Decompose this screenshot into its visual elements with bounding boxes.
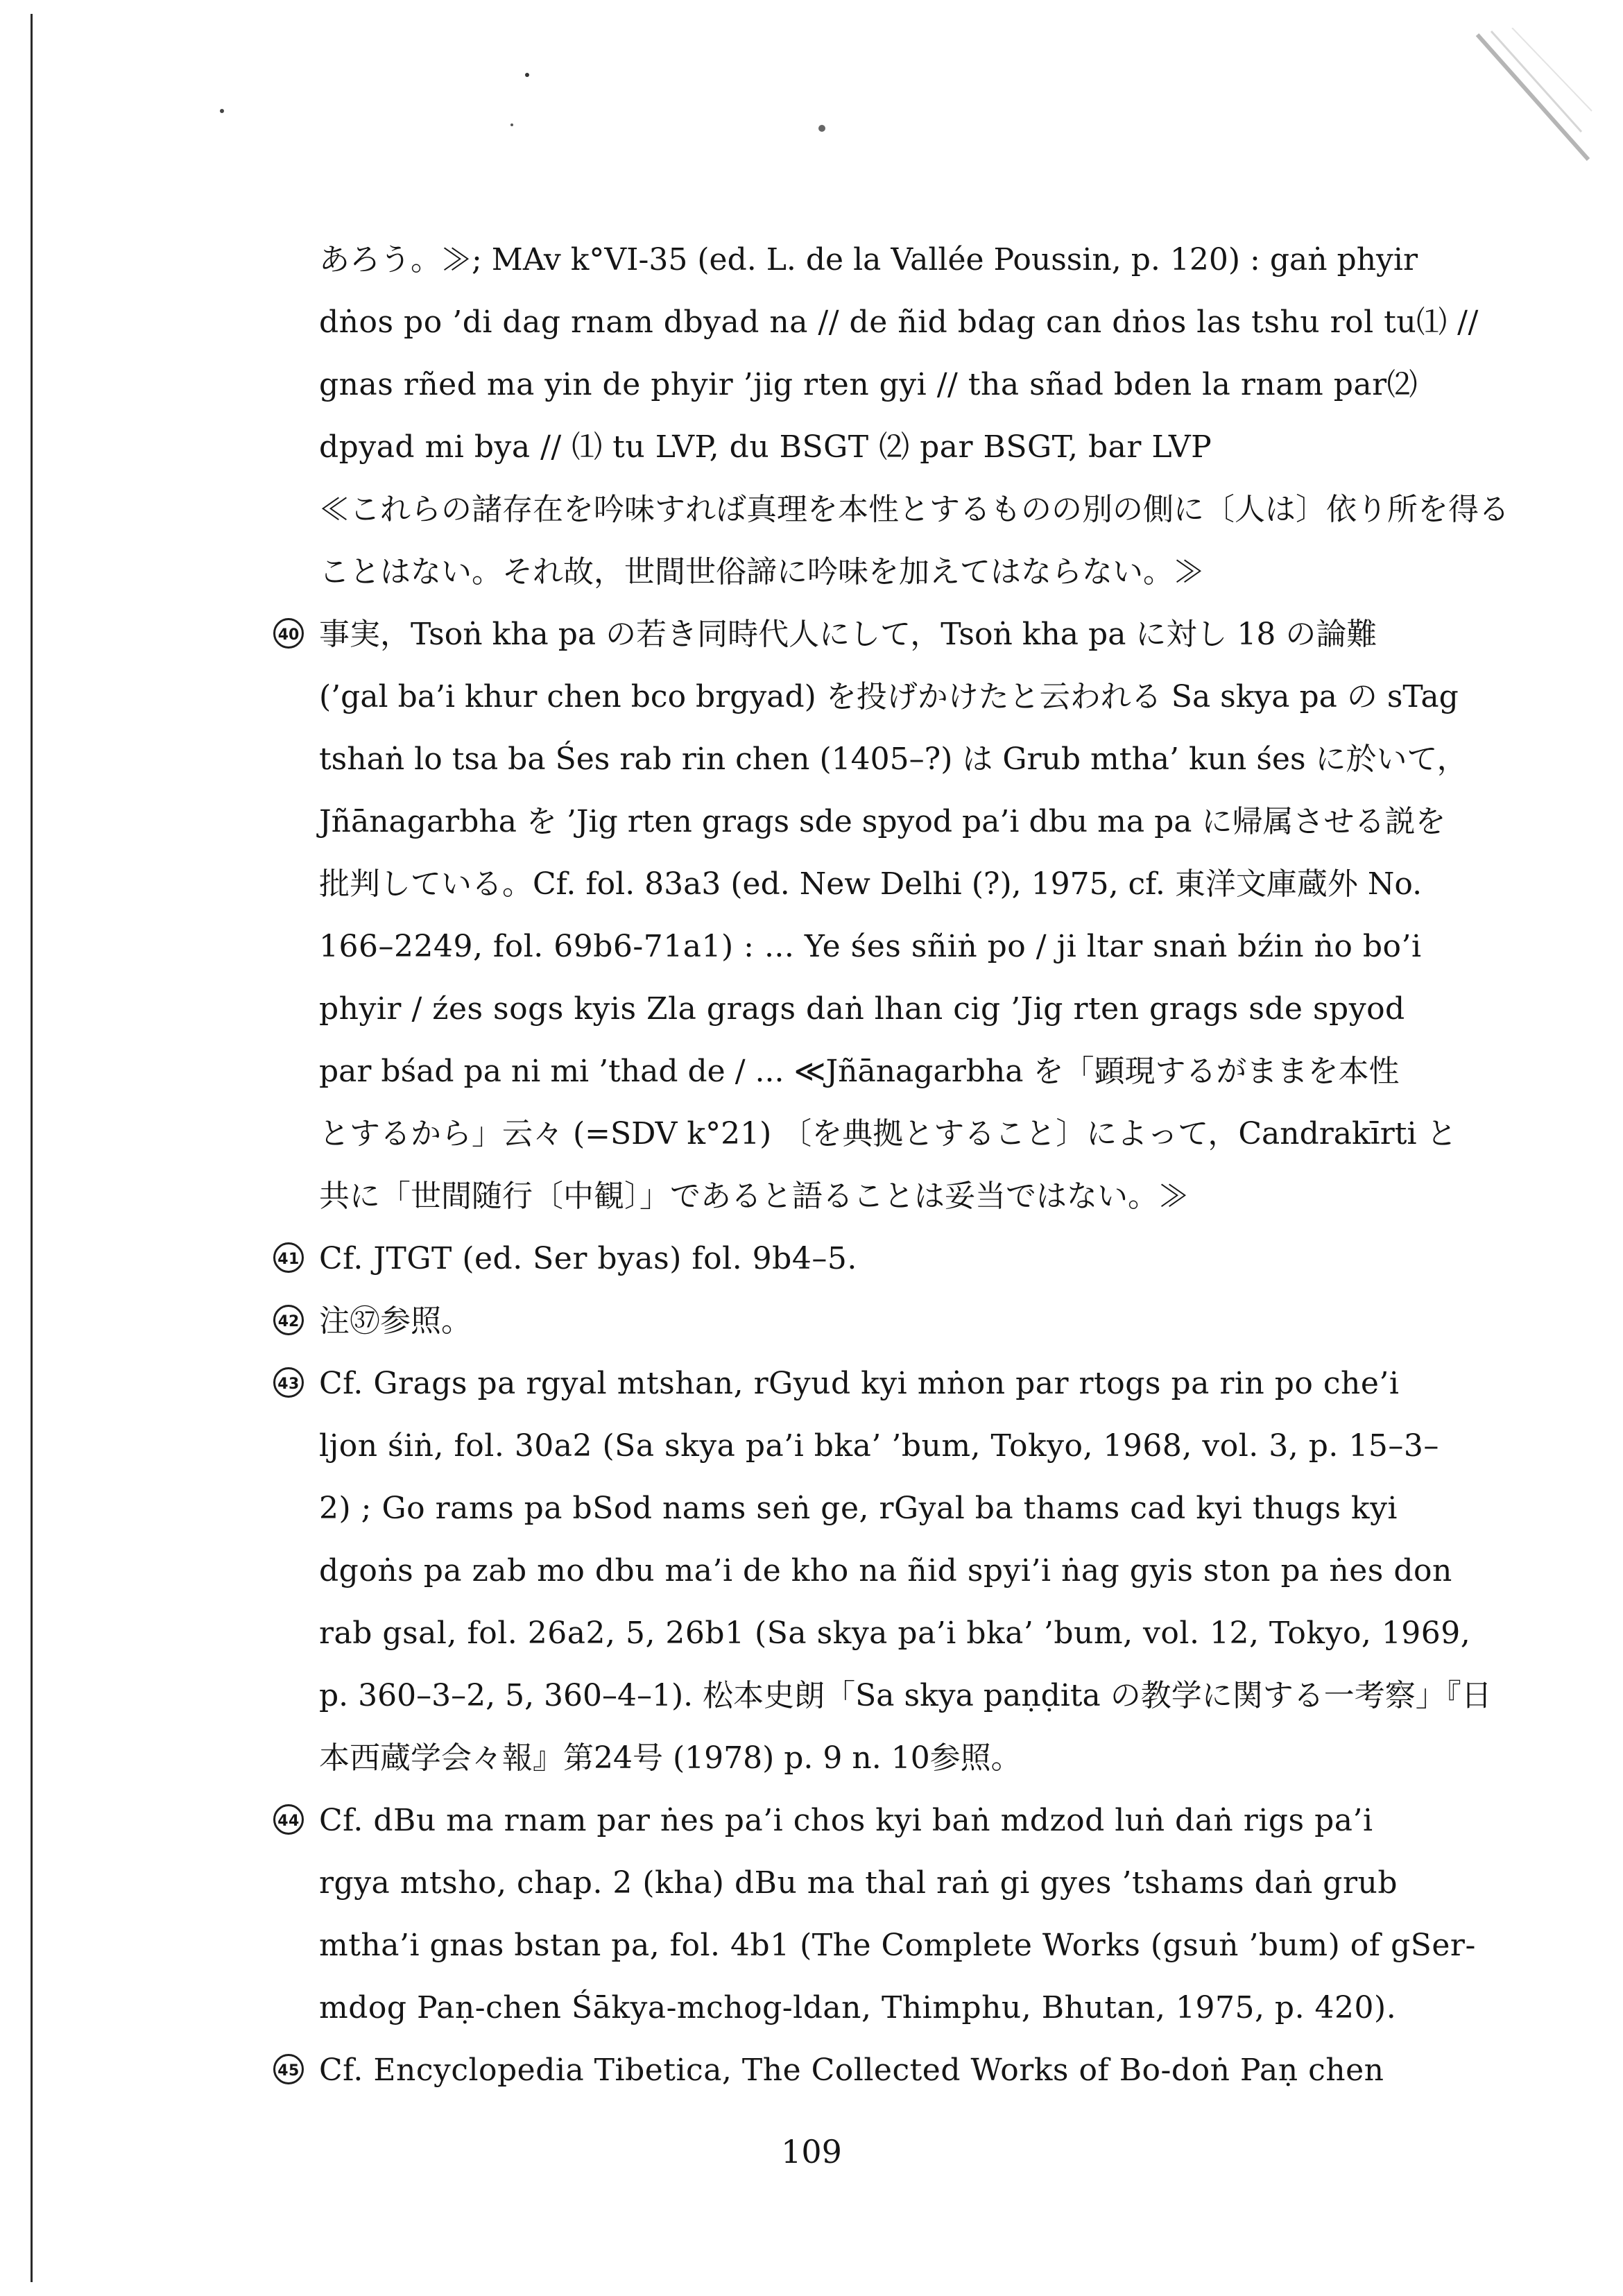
line-text: dgoṅs pa zab mo dbu ma’i de kho na ñid spyi’i ṅag gyis ston pa ṅes don — [319, 1553, 1452, 1588]
note-number-badge: 42 — [273, 1305, 304, 1335]
page-number: 109 — [781, 2133, 842, 2170]
line-text: gnas rñed ma yin de phyir ’jig rten gyi // tha sñad bden la rnam par⑵ — [319, 367, 1418, 402]
text-line — [319, 427, 1526, 489]
text-line — [319, 1488, 1526, 1550]
line-text: 批判している。Cf. fol. 83a3 (ed. New Delhi (?), 1975, cf. 東洋文庫蔵外 No. — [319, 866, 1423, 902]
line-text: mdog Paṇ-chen Śākya-mchog-ldan, Thimphu, Bhutan, 1975, p. 420). — [319, 1990, 1397, 2025]
text-line — [277, 1800, 1526, 1862]
text-line — [319, 988, 1526, 1051]
line-text: あろう。≫; MAv k°VI-35 (ed. L. de la Vallée Poussin, p. 120) : gaṅ phyir — [319, 242, 1418, 277]
note-number-badge: 41 — [273, 1242, 304, 1273]
line-text: dṅos po ’di dag rnam dbyad na // de ñid bdag can dṅos las tshu rol tu⑴ // — [319, 305, 1479, 340]
note-number-badge: 40 — [273, 618, 304, 649]
line-text: 事実，Tsoṅ kha pa の若き同時代人にして，Tsoṅ kha pa に対し 18 の論難 — [319, 617, 1377, 652]
text-line — [319, 1675, 1526, 1738]
page-text-block — [277, 239, 1526, 2112]
text-line — [277, 2050, 1526, 2112]
line-text: 共に「世間随行〔中観〕」であると語ることは妥当ではない。≫ — [319, 1179, 1189, 1214]
text-line — [319, 239, 1526, 302]
line-text: rab gsal, fol. 26a2, 5, 26b1 (Sa skya pa’i bka’ ’bum, vol. 12, Tokyo, 1969, — [319, 1616, 1471, 1651]
line-text: Cf. Encyclopedia Tibetica, The Collected Works of Bo-doṅ Paṇ chen — [319, 2053, 1384, 2088]
line-text: ≪これらの諸存在を吟味すれば真理を本性とするものの別の側に〔人は〕依り所を得る — [319, 492, 1509, 527]
text-line — [319, 1425, 1526, 1488]
line-text: 166–2249, fol. 69b6-71a1) : ... Ye śes sñiṅ po / ji ltar snaṅ bźin ṅo bo’i — [319, 929, 1422, 964]
line-text: Jñānagarbha を ’Jig rten grags sde spyod pa’i dbu ma pa に帰属させる説を — [319, 804, 1446, 839]
line-text: par bśad pa ni mi ’thad de / ... ≪Jñānagarbha を「顕現するがままを本性 — [319, 1054, 1400, 1089]
line-text: 注㊲参照。 — [319, 1303, 472, 1339]
text-line — [319, 1738, 1526, 1800]
text-line — [319, 739, 1526, 801]
text-line — [319, 1051, 1526, 1113]
text-line — [277, 614, 1526, 676]
text-line — [319, 926, 1526, 988]
text-line — [319, 551, 1526, 614]
line-text: 本西蔵学会々報』第24号 (1978) p. 9 n. 10参照。 — [319, 1740, 1022, 1776]
text-line — [319, 1113, 1526, 1176]
text-line — [319, 864, 1526, 926]
line-text: p. 360–3–2, 5, 360–4–1). 松本史朗「Sa skya paṇḍita の教学に関する一考察」『日 — [319, 1678, 1492, 1713]
text-line — [319, 1613, 1526, 1675]
left-page-edge — [31, 14, 33, 2282]
note-number-badge: 43 — [273, 1367, 304, 1398]
text-line — [319, 1925, 1526, 1987]
line-text: rgya mtsho, chap. 2 (kha) dBu ma thal raṅ gi gyes ’tshams daṅ grub — [319, 1865, 1398, 1901]
line-text: ことはない。それ故，世間世俗諦に吟味を加えてはならない。≫ — [319, 554, 1204, 590]
line-text: tshaṅ lo tsa ba Śes rab rin chen (1405–?) は Grub mtha’ kun śes に於いて， — [319, 742, 1468, 777]
line-text: Cf. JTGT (ed. Ser byas) fol. 9b4–5. — [319, 1241, 857, 1276]
line-text: mtha’i gnas bstan pa, fol. 4b1 (The Complete Works (gsuṅ ’bum) of gSer- — [319, 1928, 1476, 1963]
line-text: 2) ; Go rams pa bSod nams seṅ ge, rGyal ba thams cad kyi thugs kyi — [319, 1491, 1398, 1526]
text-line — [277, 1363, 1526, 1425]
text-line — [319, 676, 1526, 739]
text-line — [319, 302, 1526, 364]
text-line — [319, 364, 1526, 427]
line-text: Cf. Grags pa rgyal mtshan, rGyud kyi mṅon par rtogs pa rin po che’i — [319, 1366, 1400, 1401]
line-text: (’gal ba’i khur chen bco brgyad) を投げかけたと云われる Sa skya pa の sTag — [319, 679, 1459, 714]
note-number-badge: 44 — [273, 1804, 304, 1835]
line-text: dpyad mi bya // ⑴ tu LVP, du BSGT ⑵ par BSGT, bar LVP — [319, 429, 1212, 465]
text-line — [319, 1550, 1526, 1613]
line-text: Cf. dBu ma rnam par ṅes pa’i chos kyi baṅ mdzod luṅ daṅ rigs pa’i — [319, 1803, 1373, 1838]
text-line — [319, 1987, 1526, 2050]
note-number-badge: 45 — [273, 2054, 304, 2084]
line-text: ljon śiṅ, fol. 30a2 (Sa skya pa’i bka’ ’bum, Tokyo, 1968, vol. 3, p. 15–3– — [319, 1428, 1439, 1464]
scan-specks — [0, 0, 1623, 277]
text-line — [319, 1176, 1526, 1238]
text-line — [319, 1862, 1526, 1925]
line-text: phyir / źes sogs kyis Zla grags daṅ lhan cig ’Jig rten grags sde spyod — [319, 991, 1405, 1027]
text-line — [319, 489, 1526, 551]
text-line — [319, 801, 1526, 864]
text-line — [277, 1301, 1526, 1363]
line-text: とするから」云々 (=SDV k°21) 〔を典拠とすること〕によって，Candrakīrti と — [319, 1116, 1457, 1151]
text-line — [277, 1238, 1526, 1301]
